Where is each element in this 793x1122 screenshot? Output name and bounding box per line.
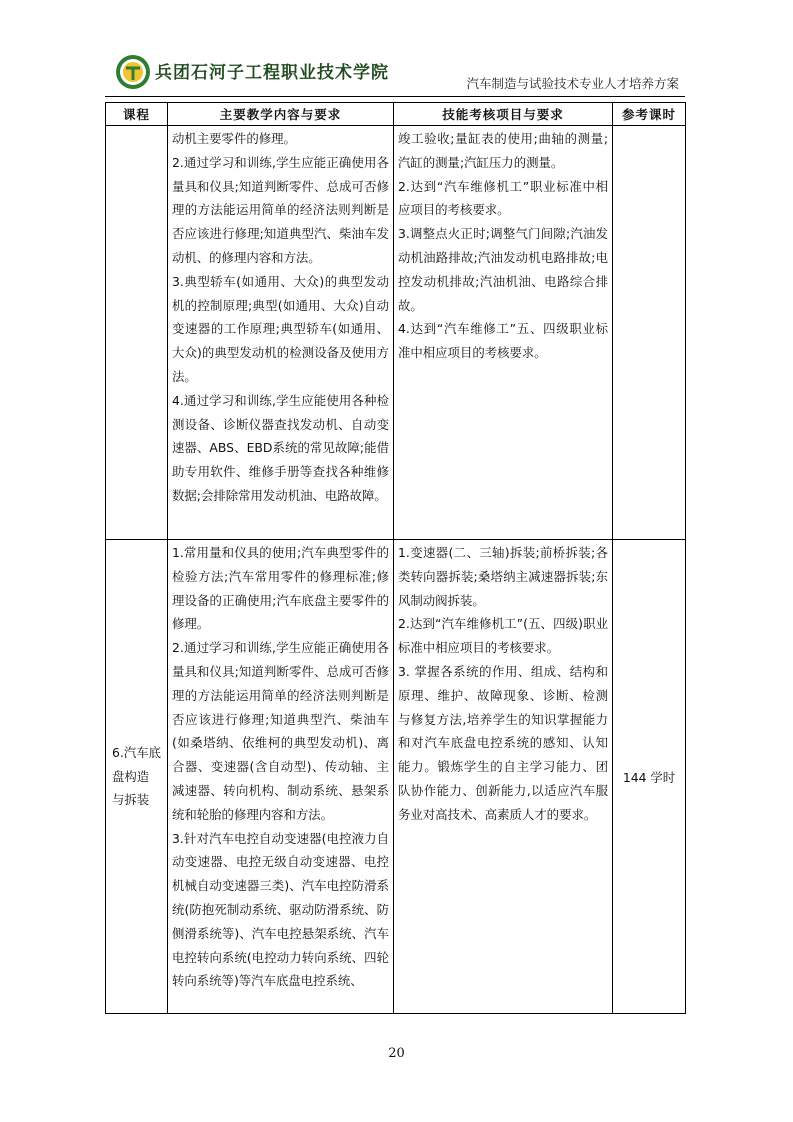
content-paragraph: 3.针对汽车电控自动变速器(电控液力自动变速器、电控无级自动变速器、电控机械自动变速器三类)、汽车电控防滑系统(防抱死制动系统、驱动防滑系统、防侧滑系统等)、汽车电控悬架系统、汽车电控转向系统(电控动力转向系统、四轮转向系统等)等汽车底盘电控系统、 bbox=[172, 830, 389, 989]
skills-paragraph: 2.达到“汽车维修机工”职业标准中相应项目的考核要求。 bbox=[398, 178, 608, 218]
hours-cell: 144 学时 bbox=[613, 540, 686, 1014]
hours-cell bbox=[613, 126, 686, 540]
content-cell bbox=[168, 540, 394, 1014]
header-rule bbox=[105, 96, 685, 97]
column-header-course: 课程 bbox=[106, 103, 168, 126]
content-paragraph: 动机主要零件的修理。 bbox=[172, 131, 296, 146]
skills-cell bbox=[394, 126, 613, 540]
course-cell bbox=[106, 126, 168, 540]
skills-paragraph: 2.达到“汽车维修机工”(五、四级)职业标准中相应项目的考核要求。 bbox=[398, 616, 608, 656]
table-header-row bbox=[106, 103, 686, 126]
table-row bbox=[106, 126, 686, 540]
school-name: 兵团石河子工程职业技术学院 bbox=[155, 63, 389, 83]
column-header-skills: 技能考核项目与要求 bbox=[394, 103, 613, 126]
skills-paragraph: 3. 掌握各系统的作用、组成、结构和原理、维护、故障现象、诊断、检测与修复方法,培养学生的知识掌握能力和对汽车底盘电控系统的感知、认知能力。锻炼学生的自主学习能力、团队协作能力、创新能力,以适应汽车服务业对高技术、高素质人才的要求。 bbox=[398, 663, 608, 822]
content-paragraph: 2.通过学习和训练,学生应能正确使用各量具和仪具;知道判断零件、总成可否修理的方法能运用简单的经济法则判断是否应该进行修理;知道典型汽、柴油车(如桑塔纳、依维柯的典型发动机)、离合器、变速器(含自动型)、传动轴、主减速器、转向机构、制动系统、悬架系统和轮胎的修理内容和方法。 bbox=[172, 640, 389, 822]
table-row bbox=[106, 540, 686, 1014]
document-title: 汽车制造与试验技术专业人才培养方案 bbox=[466, 76, 679, 91]
column-header-hours: 参考课时 bbox=[613, 103, 686, 126]
content-paragraph: 4.通过学习和训练,学生应能使用各种检测设备、诊断仪器查找发动机、自动变速器、ABS、EBD系统的常见故障;能借助专用软件、维修手册等查找各种维修数据;会排除常用发动机油、电路故障。 bbox=[172, 392, 389, 503]
page-header bbox=[105, 52, 685, 98]
skills-paragraph: 4.达到“汽车维修工”五、四级职业标准中相应项目的考核要求。 bbox=[398, 321, 608, 361]
content-paragraph: 1.常用量和仪具的使用;汽车典型零件的检验方法;汽车常用零件的修理标准;修理设备的正确使用;汽车底盘主要零件的修理。 bbox=[172, 545, 389, 632]
skills-cell bbox=[394, 540, 613, 1014]
school-logo-icon bbox=[115, 54, 151, 90]
column-header-content: 主要教学内容与要求 bbox=[168, 103, 394, 126]
skills-paragraph: 3.调整点火正时;调整气门间隙;汽油发动机油路排故;汽油发动机电路排故;电控发动机排故;汽油机油、电路综合排故。 bbox=[398, 226, 608, 313]
content-paragraph: 3.典型轿车(如通用、大众)的典型发动机的控制原理;典型(如通用、大众)自动变速器的工作原理;典型轿车(如通用、大众)的典型发动机的检测设备及使用方法。 bbox=[172, 273, 389, 384]
course-cell: 6.汽车底盘构造与拆装 bbox=[106, 540, 168, 1014]
page-number: 20 bbox=[388, 1046, 405, 1061]
content-paragraph: 2.通过学习和训练,学生应能正确使用各量具和仪具;知道判断零件、总成可否修理的方法能运用简单的经济法则判断是否应该进行修理;知道典型汽、柴油车发动机、的修理内容和方法。 bbox=[172, 154, 389, 265]
skills-paragraph: 竣工验收;量缸表的使用;曲轴的测量;汽缸的测量;汽缸压力的测量。 bbox=[398, 131, 608, 170]
skills-paragraph: 1.变速器(二、三轴)拆装;前桥拆装;各类转向器拆装;桑塔纳主减速器拆装;东风制动阀拆装。 bbox=[398, 545, 608, 608]
content-cell bbox=[168, 126, 394, 540]
curriculum-table bbox=[105, 102, 686, 1014]
